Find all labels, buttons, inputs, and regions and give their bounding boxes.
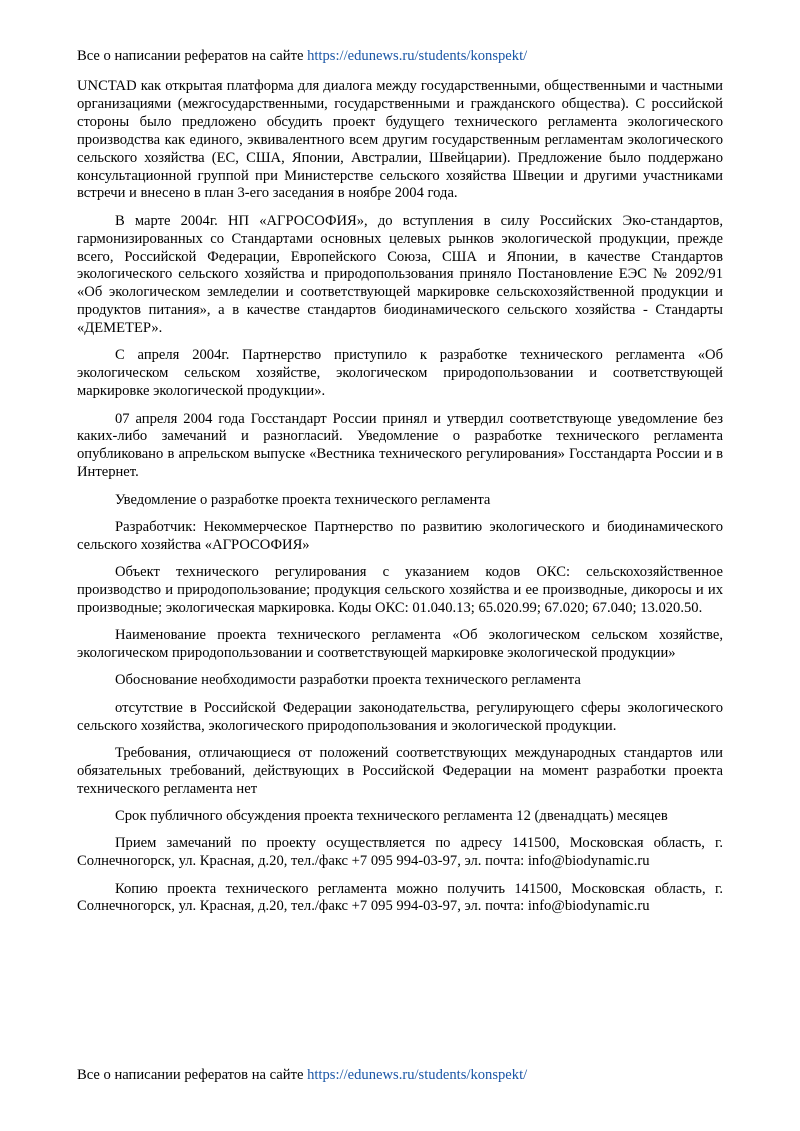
paragraph-notice-heading: Уведомление о разработке проекта технического регламента	[115, 491, 491, 508]
document-page	[77, 0, 723, 1131]
paragraph-comments-address: Прием замечаний по проекту осуществляется по адресу 141500, Московская область, г. Солнечногорск, ул. Красная, д.20, тел./факс +7 095 994-03-97, эл. почта: info@biodynamic.ru	[77, 835, 723, 870]
page-header	[77, 47, 527, 65]
paragraph-copy-address: Копию проекта технического регламента можно получить 141500, Московская область, г. Солнечногорск, ул. Красная, д.20, тел./факс +7 095 994-03-97, эл. почта: info@biodynamic.ru	[77, 880, 723, 915]
paragraph-justification: отсутствие в Российской Федерации законодательства, регулирующего сферы экологического сельского хозяйства, экологического природопользования и экологической продукции.	[77, 699, 723, 734]
page-footer	[77, 1066, 527, 1084]
paragraph-gosstandart: 07 апреля 2004 года Госстандарт России принял и утвердил соответствующе уведомление без каких-либо замечаний и разногласий. Уведомление о разработке технического регламента опубликовано в апрельском выпуске «Вестника технического регулирования» Госстандарта России и в Интернет.	[77, 410, 723, 481]
document-body	[77, 78, 723, 926]
footer-text: Все о написании рефератов на сайте	[77, 1067, 308, 1083]
paragraph-developer: Разработчик: Некоммерческое Партнерство по развитию экологического и биодинамического сельского хозяйства «АГРОСОФИЯ»	[77, 518, 723, 553]
footer-link[interactable]: https://edunews.ru/students/konspekt/	[307, 1067, 528, 1083]
paragraph-justification-heading: Обоснование необходимости разработки проекта технического регламента	[115, 672, 581, 689]
paragraph-march-2004: В марте 2004г. НП «АГРОСОФИЯ», до вступления в силу Российских Эко-стандартов, гармонизированных со Стандартами основных целевых рынков экологической продукции, прежде всего, Российской Федерации, Европейского Союза, США и Японии, в качестве Стандартов экологического сельского хозяйства и природопользования приняло Постановление ЕЭС № 2092/91 «Об экологическом земледелии и соответствующей маркировке сельскохозяйственной продукции и продуктов питания», а в качестве стандартов биодинамического сельского хозяйства - Стандарты «ДЕМЕТЕР».	[77, 212, 723, 337]
paragraph-discussion-period: Срок публичного обсуждения проекта технического регламента 12 (двенадцать) месяцев	[115, 808, 668, 825]
paragraph-requirements: Требования, отличающиеся от положений соответствующих международных стандартов или обязательных требований, действующих в Российской Федерации на момент разработки проекта технического регламента нет	[77, 744, 723, 797]
paragraph-regulation-name: Наименование проекта технического регламента «Об экологическом сельском хозяйстве, экологическом природопользовании и соответствующей маркировке экологической продукции»	[77, 627, 723, 662]
header-text: Все о написании рефератов на сайте	[77, 48, 308, 64]
paragraph-unctad: UNCTAD как открытая платформа для диалога между государственными, общественными и частными организациями (межгосударственными, государственными и гражданского общества). С российской стороны было предложено обсудить проект будущего технического регламента экологического производства как единого, эквивалентного всем другим государственным регламентам экологического сельского хозяйства (ЕС, США, Японии, Австралии, Швейцарии). Предложение было поддержано консультационной группой при Министерстве сельского хозяйства Швеции и другими участниками встречи и внесено в план 3-его заседания в ноябре 2004 года.	[77, 78, 723, 202]
paragraph-april-2004: С апреля 2004г. Партнерство приступило к разработке технического регламента «Об экологическом сельском хозяйстве, экологическом природопользовании и соответствующей маркировке экологической продукции».	[77, 347, 723, 400]
paragraph-regulation-object: Объект технического регулирования с указанием кодов ОКС: сельскохозяйственное производство и природопользование; продукция сельского хозяйства и ее производные, дикоросы и их производные; экологическая маркировка. Коды ОКС: 01.040.13; 65.020.99; 67.020; 67.040; 13.020.50.	[77, 564, 723, 616]
header-link[interactable]: https://edunews.ru/students/konspekt/	[307, 48, 528, 64]
